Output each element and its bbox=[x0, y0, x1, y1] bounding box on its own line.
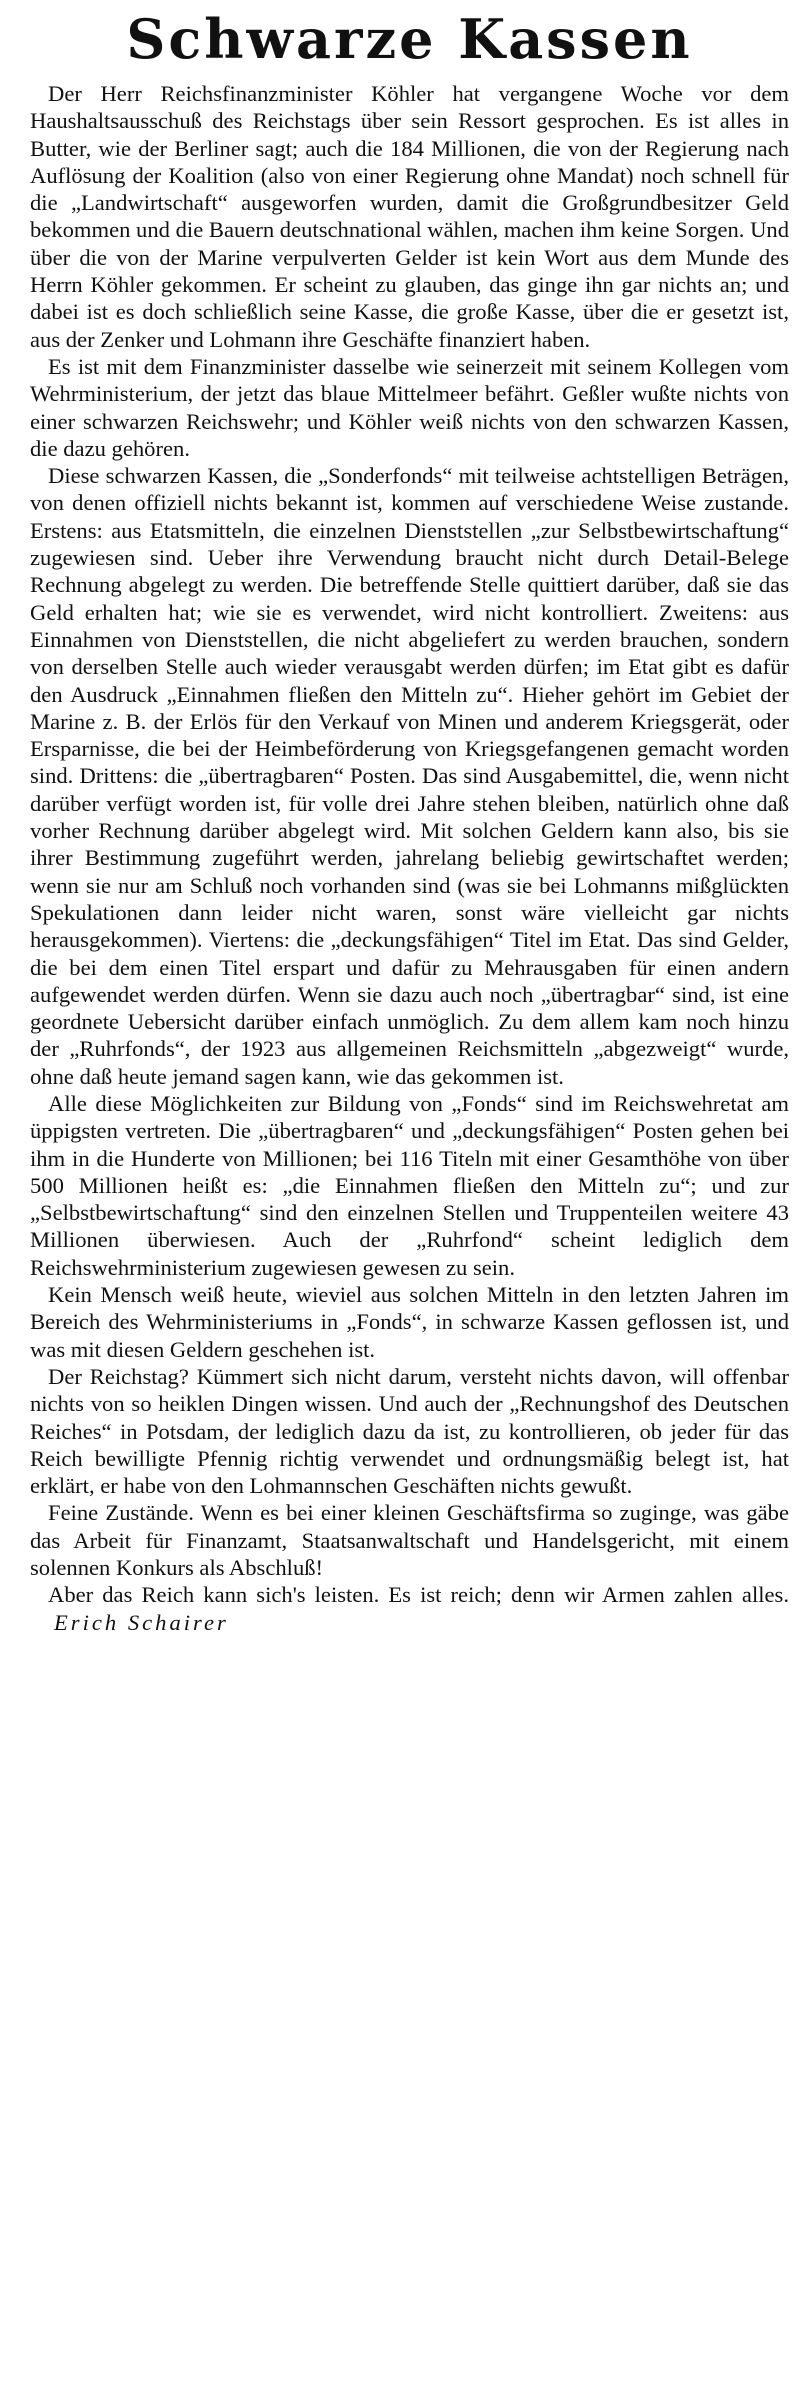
closing-text: Aber das Reich kann sich's leisten. Es ist reich; denn wir Armen zahlen alles. bbox=[48, 1582, 789, 1608]
article-title: Schwarze Kassen bbox=[126, 7, 693, 71]
article-paragraph: Kein Mensch weiß heute, wieviel aus solchen Mitteln in den letzten Jahren im Bereich des Wehrministeriums in „Fonds“, in schwarze Kassen geflossen ist, und was mit diesen Geldern geschehen ist. bbox=[30, 1282, 789, 1362]
article-paragraph: Feine Zustände. Wenn es bei einer kleinen Geschäftsfirma so zuginge, was gäbe das Arbeit für Finanzamt, Staatsanwaltschaft und Handelsgericht, mit einem solennen Konkurs als Abschluß! bbox=[30, 1500, 789, 1581]
article-paragraph: Der Reichstag? Kümmert sich nicht darum, versteht nichts davon, will offenbar nichts von so heiklen Dingen wissen. Und auch der „Rechnungshof des Deutschen Reiches“ in Potsdam, der lediglich dazu da ist, zu kontrollieren, ob jeder für das Reich bewilligte Pfennig richtig verwendet und ordnungsmäßig belegt ist, hat erklärt, er habe von den Lohmannschen Geschäften nichts gewußt. bbox=[30, 1363, 789, 1499]
author-byline: Erich Schairer bbox=[54, 1609, 229, 1635]
article-paragraph: Es ist mit dem Finanzminister dasselbe wie seinerzeit mit seinem Kollegen vom Wehrministerium, der jetzt das blaue Mittelmeer befährt. Geßler wußte nichts von einer schwarzen Reichswehr; und Köhler weiß nichts von den schwarzen Kassen, die dazu gehören. bbox=[30, 353, 789, 461]
article-paragraph: Alle diese Möglichkeiten zur Bildung von „Fonds“ sind im Reichswehretat am üppigsten vertreten. Die „übertragbaren“ und „deckungsfähigen“ Posten gehen bei ihm in die Hunderte von Millionen; bei 116 Titeln mit einer Gesamthöhe von über 500 Millionen heißt es: „die Einnahmen fließen den Mitteln zu“; und zur „Selbstbewirtschaftung“ sind den einzelnen Stellen und Truppenteilen weitere 43 Millionen überwiesen. Auch der „Ruhrfond“ scheint lediglich dem Reichswehrministerium zugewiesen gewesen zu sein. bbox=[30, 1090, 789, 1280]
article-paragraph: Der Herr Reichsfinanzminister Köhler hat vergangene Woche vor dem Haushaltsausschuß des Reichstags über sein Ressort gesprochen. Es ist alles in Butter, wie der Berliner sagt; auch die 184 Millionen, die von der Regierung nach Auflösung der Koalition (also von einer Regierung ohne Mandat) noch schnell für die „Landwirtschaft“ ausgeworfen wurden, damit die Großgrundbesitzer Geld bekommen und die Bauern deutschnational wählen, machen ihm keine Sorgen. Und über die von der Marine verpulverten Gelder ist kein Wort aus dem Munde des Herrn Köhler gekommen. Er scheint zu glauben, das ginge ihn gar nichts an; und dabei ist es doch schließlich seine Kasse, die große Kasse, über die er gesetzt ist, aus der Zenker und Lohmann ihre Geschäfte finanziert haben. bbox=[30, 81, 789, 352]
article-closing-paragraph bbox=[30, 1581, 789, 1636]
article-paragraph: Diese schwarzen Kassen, die „Sonderfonds“ mit teilweise achtstelligen Beträgen, von denen offiziell nichts bekannt ist, kommen auf verschiedene Weise zustande. Erstens: aus Etatsmitteln, die einzelnen Dienststellen „zur Selbstbewirtschaftung“ zugewiesen sind. Ueber ihre Verwendung braucht nicht durch Detail-Belege Rechnung abgelegt zu werden. Die betreffende Stelle quittiert darüber, daß sie das Geld erhalten hat; wie sie es verwendet, wird nicht kontrolliert. Zweitens: aus Einnahmen von Dienststellen, die nicht abgeliefert zu werden brauchen, sondern von derselben Stelle auch wieder verausgabt werden dürfen; im Etat gibt es dafür den Ausdruck „Einnahmen fließen den Mitteln zu“. Hieher gehört im Gebiet der Marine z. B. der Erlös für den Verkauf von Minen und anderem Kriegsgerät, oder Ersparnisse, die bei der Heimbeförderung von Kriegsgefangenen gemacht worden sind. Drittens: die „übertragbaren“ Posten. Das sind Ausgabemittel, die, wenn nicht darüber verfügt worden ist, für volle drei Jahre stehen bleiben, natürlich ohne daß vorher Rechnung darüber abgelegt wird. Mit solchen Geldern kann also, bis sie ihrer Bestimmung zugeführt werden, jahrelang beliebig gewirtschaftet werden; wenn sie nur am Schluß noch vorhanden sind (was sie bei Lohmanns mißglückten Spekulationen dann leider nicht waren, sonst wäre vielleicht gar nichts herausgekommen). Viertens: die „deckungsfähigen“ Titel im Etat. Das sind Gelder, die bei dem einen Titel erspart und dafür zu Mehrausgaben für einen andern aufgewendet werden dürfen. Wenn sie dazu auch noch „übertragbar“ sind, ist eine geordnete Uebersicht darüber einfach unmöglich. Zu dem allem kam noch hinzu der „Ruhrfonds“, der 1923 aus allgemeinen Reichsmitteln „abgezweigt“ wurde, ohne daß heute jemand sagen kann, wie das gekommen ist. bbox=[30, 463, 789, 1089]
article-body bbox=[30, 80, 789, 1636]
